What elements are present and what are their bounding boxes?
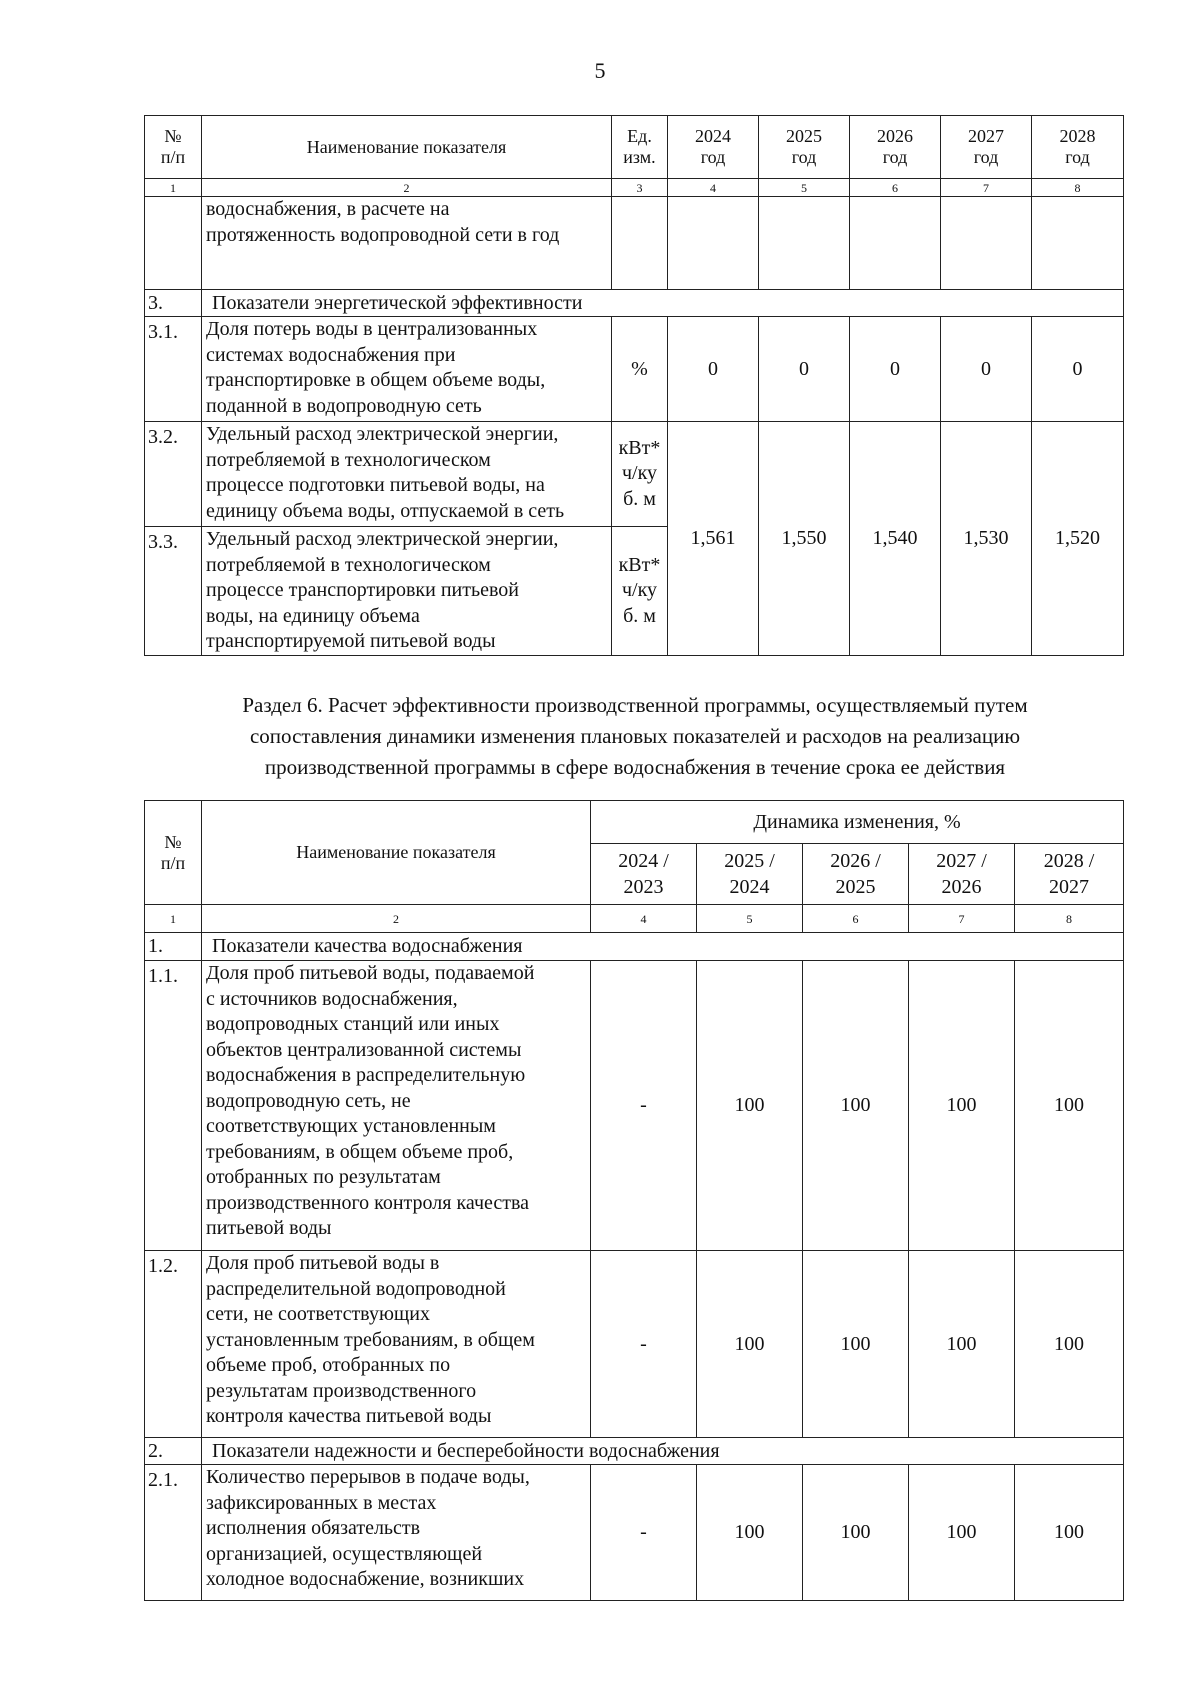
index-cell: 8	[1032, 179, 1124, 197]
section-row	[145, 290, 1124, 317]
value-cell: -	[591, 961, 697, 1251]
row-number: 3.	[145, 290, 202, 317]
header-num: № п/п	[145, 801, 202, 905]
value-cell: 1,520	[1032, 422, 1124, 656]
header-year-2026: 2026 год	[850, 116, 941, 179]
value-cell: 100	[909, 961, 1015, 1251]
index-cell: 7	[909, 905, 1015, 933]
unit-cell: кВт* ч/ку б. м	[612, 422, 668, 527]
row-name: Количество перерывов в подаче воды, зафиксированных в местах исполнения обязательств организацией, осуществляющей холодное водоснабжение, возникших	[202, 1465, 591, 1601]
header-period: 2024 / 2023	[591, 844, 697, 905]
row-name: Доля потерь воды в централизованных системах водоснабжения при транспортировке в общем объеме воды, поданной в водопроводную сеть	[202, 317, 612, 422]
header-year-2024: 2024 год	[668, 116, 759, 179]
value-cell: 1,540	[850, 422, 941, 656]
value-cell: -	[591, 1251, 697, 1438]
table1-index-row	[145, 179, 1124, 197]
index-cell: 4	[591, 905, 697, 933]
value-cell: 100	[1015, 1251, 1124, 1438]
value-cell: 100	[697, 1251, 803, 1438]
value-cell: 100	[803, 1251, 909, 1438]
unit-cell: %	[612, 317, 668, 422]
value-cell: -	[591, 1465, 697, 1601]
index-cell: 5	[759, 179, 850, 197]
row-number: 3.1.	[145, 317, 202, 422]
section-row	[145, 1438, 1124, 1465]
table2-header-row	[145, 801, 1124, 844]
section-title: Показатели качества водоснабжения	[202, 933, 1124, 961]
value-cell: 100	[803, 961, 909, 1251]
value-cell: 100	[697, 1465, 803, 1601]
header-period: 2027 / 2026	[909, 844, 1015, 905]
section-title: Показатели надежности и бесперебойности водоснабжения	[202, 1438, 1124, 1465]
row-number: 1.2.	[145, 1251, 202, 1438]
header-name: Наименование показателя	[202, 116, 612, 179]
row-number: 1.	[145, 933, 202, 961]
table-row	[145, 1251, 1124, 1438]
row-name: водоснабжения, в расчете на протяженность водопроводной сети в год	[202, 197, 612, 290]
unit-cell: кВт* ч/ку б. м	[612, 527, 668, 656]
row-number: 3.2.	[145, 422, 202, 527]
row-name: Доля проб питьевой воды в распределительной водопроводной сети, не соответствующих установленным требованиям, в общем объеме проб, отобранных по результатам производственного контроля качества питьевой воды	[202, 1251, 591, 1438]
index-cell: 1	[145, 179, 202, 197]
value-cell: 100	[909, 1465, 1015, 1601]
value-cell: 0	[668, 317, 759, 422]
page-number: 5	[594, 58, 606, 83]
row-name: Удельный расход электрической энергии, потребляемой в технологическом процессе транспортировки питьевой воды, на единицу объема транспортируемой питьевой воды	[202, 527, 612, 656]
index-cell: 6	[850, 179, 941, 197]
header-year-2027: 2027 год	[941, 116, 1032, 179]
value-cell: 100	[803, 1465, 909, 1601]
value-cell: 1,550	[759, 422, 850, 656]
table2-index-row	[145, 905, 1124, 933]
index-cell: 2	[202, 905, 591, 933]
value-cell: 100	[909, 1251, 1015, 1438]
header-year-2028: 2028 год	[1032, 116, 1124, 179]
index-cell: 4	[668, 179, 759, 197]
row-name: Удельный расход электрической энергии, потребляемой в технологическом процессе подготовки питьевой воды, на единицу объема воды, отпускаемой в сеть	[202, 422, 612, 527]
header-unit: Ед. изм.	[612, 116, 668, 179]
index-cell: 7	[941, 179, 1032, 197]
value-cell: 100	[1015, 1465, 1124, 1601]
index-cell: 6	[803, 905, 909, 933]
row-number: 1.1.	[145, 961, 202, 1251]
header-num: № п/п	[145, 116, 202, 179]
section-6-heading: Раздел 6. Расчет эффективности производственной программы, осуществляемый путем сопоставления динамики изменения плановых показателей и расходов на реализацию производственной программы в сфере водоснабжения в течение срока ее действия	[242, 693, 1028, 779]
value-cell: 100	[697, 961, 803, 1251]
row-number: 2.	[145, 1438, 202, 1465]
row-number: 2.1.	[145, 1465, 202, 1601]
value-cell: 0	[759, 317, 850, 422]
efficiency-dynamics-table	[144, 800, 1124, 1601]
value-cell: 0	[1032, 317, 1124, 422]
header-year-2025: 2025 год	[759, 116, 850, 179]
table-row	[145, 317, 1124, 422]
index-cell: 5	[697, 905, 803, 933]
header-dynamics: Динамика изменения, %	[591, 801, 1124, 844]
value-cell: 0	[941, 317, 1032, 422]
row-number: 3.3.	[145, 527, 202, 656]
value-cell: 0	[850, 317, 941, 422]
header-period: 2026 / 2025	[803, 844, 909, 905]
index-cell: 8	[1015, 905, 1124, 933]
section-title: Показатели энергетической эффективности	[202, 290, 1124, 317]
value-cell: 1,561	[668, 422, 759, 656]
index-cell: 3	[612, 179, 668, 197]
header-name: Наименование показателя	[202, 801, 591, 905]
indicators-table	[144, 115, 1124, 656]
header-period: 2025 / 2024	[697, 844, 803, 905]
table-row	[145, 422, 1124, 527]
value-cell: 100	[1015, 961, 1124, 1251]
index-cell: 1	[145, 905, 202, 933]
table-row	[145, 1465, 1124, 1601]
table-row	[145, 197, 1124, 290]
value-cell: 1,530	[941, 422, 1032, 656]
section-row	[145, 933, 1124, 961]
table1-header-row	[145, 116, 1124, 179]
index-cell: 2	[202, 179, 612, 197]
header-period: 2028 / 2027	[1015, 844, 1124, 905]
row-name: Доля проб питьевой воды, подаваемой с источников водоснабжения, водопроводных станций или иных объектов централизованной системы водоснабжения в распределительную водопроводную сеть, не соответствующих установленным требованиям, в общем объеме проб, отобранных по результатам производственного контроля качества питьевой воды	[202, 961, 591, 1251]
table-row	[145, 961, 1124, 1251]
